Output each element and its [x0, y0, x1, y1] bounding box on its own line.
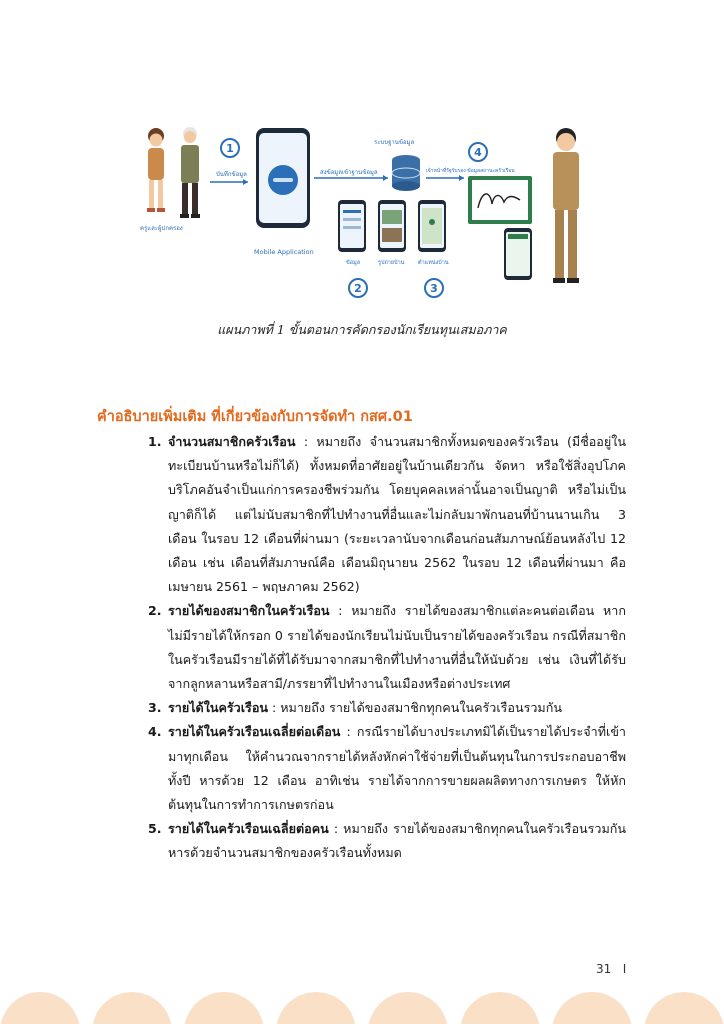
footer-bump — [92, 992, 172, 1024]
footer-bump — [276, 992, 356, 1024]
screening-process-diagram — [130, 118, 600, 308]
definition-item — [148, 817, 626, 865]
official-illustration — [553, 128, 579, 283]
phone-info — [338, 200, 366, 252]
definition-text: : หมายถึง รายได้ของสมาชิกทุกคนในครัวเรือนรวมกัน หารด้วยจำนวนสมาชิกของครัวเรือนทั้งหมด — [168, 821, 626, 861]
definition-item — [148, 430, 626, 599]
definition-number: 2. — [148, 603, 162, 619]
footer-bump — [552, 992, 632, 1024]
definition-term: รายได้ในครัวเรือน — [168, 700, 268, 716]
definition-number: 3. — [148, 700, 162, 716]
definition-item — [148, 599, 626, 696]
footer-bump — [184, 992, 264, 1024]
definition-term: รายได้ของสมาชิกในครัวเรือน — [168, 603, 330, 619]
footer-bump — [460, 992, 540, 1024]
definitions-list — [148, 430, 626, 866]
definition-item — [148, 720, 626, 817]
definition-number: 5. — [148, 821, 162, 837]
phone-house-label: รูปถ่ายบ้าน — [378, 260, 405, 266]
phone-position-label: ตำแหน่งบ้าน — [418, 260, 449, 266]
definition-text: : หมายถึง รายได้ของสมาชิกทุกคนในครัวเรือนรวมกัน — [268, 700, 562, 716]
teacher-illustration — [147, 128, 165, 212]
phone-info-label: ข้อมูล — [346, 260, 361, 266]
figure-caption: แผนภาพที่ 1 ขั้นตอนการคัดกรองนักเรียนทุนเสมอภาค — [217, 322, 507, 337]
page-number-value: 31 — [596, 962, 612, 976]
footer-bump — [368, 992, 448, 1024]
page-number — [596, 962, 626, 976]
step-4-number: 4 — [474, 146, 482, 159]
database-icon — [392, 155, 420, 191]
definition-item — [148, 696, 626, 720]
definition-number: 4. — [148, 724, 162, 740]
definition-term: จำนวนสมาชิกครัวเรือน — [168, 434, 296, 449]
step-2-number: 2 — [354, 282, 362, 295]
certify-phone — [504, 228, 532, 280]
phone-house — [378, 200, 406, 252]
definition-text: : หมายถึง จำนวนสมาชิกทั้งหมดของครัวเรือน (มีชื่ออยู่ในทะเบียนบ้านหรือไม่ก็ได้) ทั้งหมดที่อาศัยอยู่ในบ้านเดียวกัน จัดหา หรือใช้สิ่งอุปโภคบริโภคอันจำเป็นแก่การครองชีพร่วมกัน โดยบุคคลเหล่านั้นอาจเป็นญาติ หรือไม่เป็นญาติก็ได้ แต่ไม่นับสมาชิกที่ไปทำงานที่อื่นและไม่กลับมาพักนอนที่บ้านนานเกิน 3 เดือน ในรอบ 12 เดือนที่ผ่านมา (ระยะเวลานับจากเดือนก่อนสัมภาษณ์ย้อนหลังไป 12 เดือน เช่น เดือนที่สัมภาษณ์คือ เดือนมิถุนายน 2562 ในรอบ 12 เดือนที่ผ่านมา คือ เมษายน 2561 – พฤษภาคม 2562) — [168, 434, 626, 595]
step-1-number: 1 — [226, 142, 234, 155]
footer-decoration — [0, 988, 724, 1024]
footer-bump — [644, 992, 724, 1024]
teacher-parent-label: ครูและผู้ปกครอง — [140, 225, 183, 232]
mobile-application-label: Mobile Application — [254, 248, 314, 256]
signature-board — [468, 176, 532, 224]
database-system-label: ระบบฐานข้อมูล — [374, 139, 415, 146]
definition-text: : กรณีรายได้บางประเภทมิได้เป็นรายได้ประจำที่เข้ามาทุกเดือน ให้คำนวณจากรายได้หลังหักค่าใช้จ่ายที่เป็นต้นทุนในการประกอบอาชีพทั้งปี หารด้วย 12 เดือน อาทิเช่น รายได้จากการขายผลผลิตทางการเกษตร ให้หักต้นทุนในการทำการเกษตรก่อน — [168, 724, 626, 813]
definition-term: รายได้ในครัวเรือนเฉลี่ยต่อเดือน — [168, 724, 341, 740]
phone-position — [418, 200, 446, 252]
step-3-number: 3 — [430, 282, 438, 295]
send-data-label: ส่งข้อมูลเข้าฐานข้อมูล — [320, 169, 378, 176]
definition-term: รายได้ในครัวเรือนเฉลี่ยต่อคน — [168, 821, 329, 837]
page-number-separator: I — [622, 962, 627, 976]
footer-bump — [0, 992, 80, 1024]
officer-certify-label: เจ้าหน้าที่รัฐรับรอง ข้อมูลสถานะครัวเรือน — [426, 168, 515, 174]
mobile-phone-illustration — [256, 128, 310, 228]
definition-number: 1. — [148, 434, 162, 449]
record-data-label: บันทึกข้อมูล — [216, 171, 247, 178]
definition-text: : หมายถึง รายได้ของสมาชิกแต่ละคนต่อเดือน หากไม่มีรายได้ให้กรอก 0 รายได้ของนักเรียนไม่นับเป็นรายได้ของครัวเรือน กรณีที่สมาชิกในครัวเรือนมีรายได้ที่ได้รับมาจากสมาชิกที่ไปทำงานที่อื่นให้นับด้วย เช่น เงินที่ได้รับจากลูกหลานหรือสามี/ภรรยาที่ไปทำงานในเมืองหรือต่างประเทศ — [168, 603, 626, 692]
section-title: คำอธิบายเพิ่มเติม ที่เกี่ยวข้องกับการจัดทำ กสศ.01 — [97, 409, 413, 425]
parent-illustration — [180, 127, 200, 218]
